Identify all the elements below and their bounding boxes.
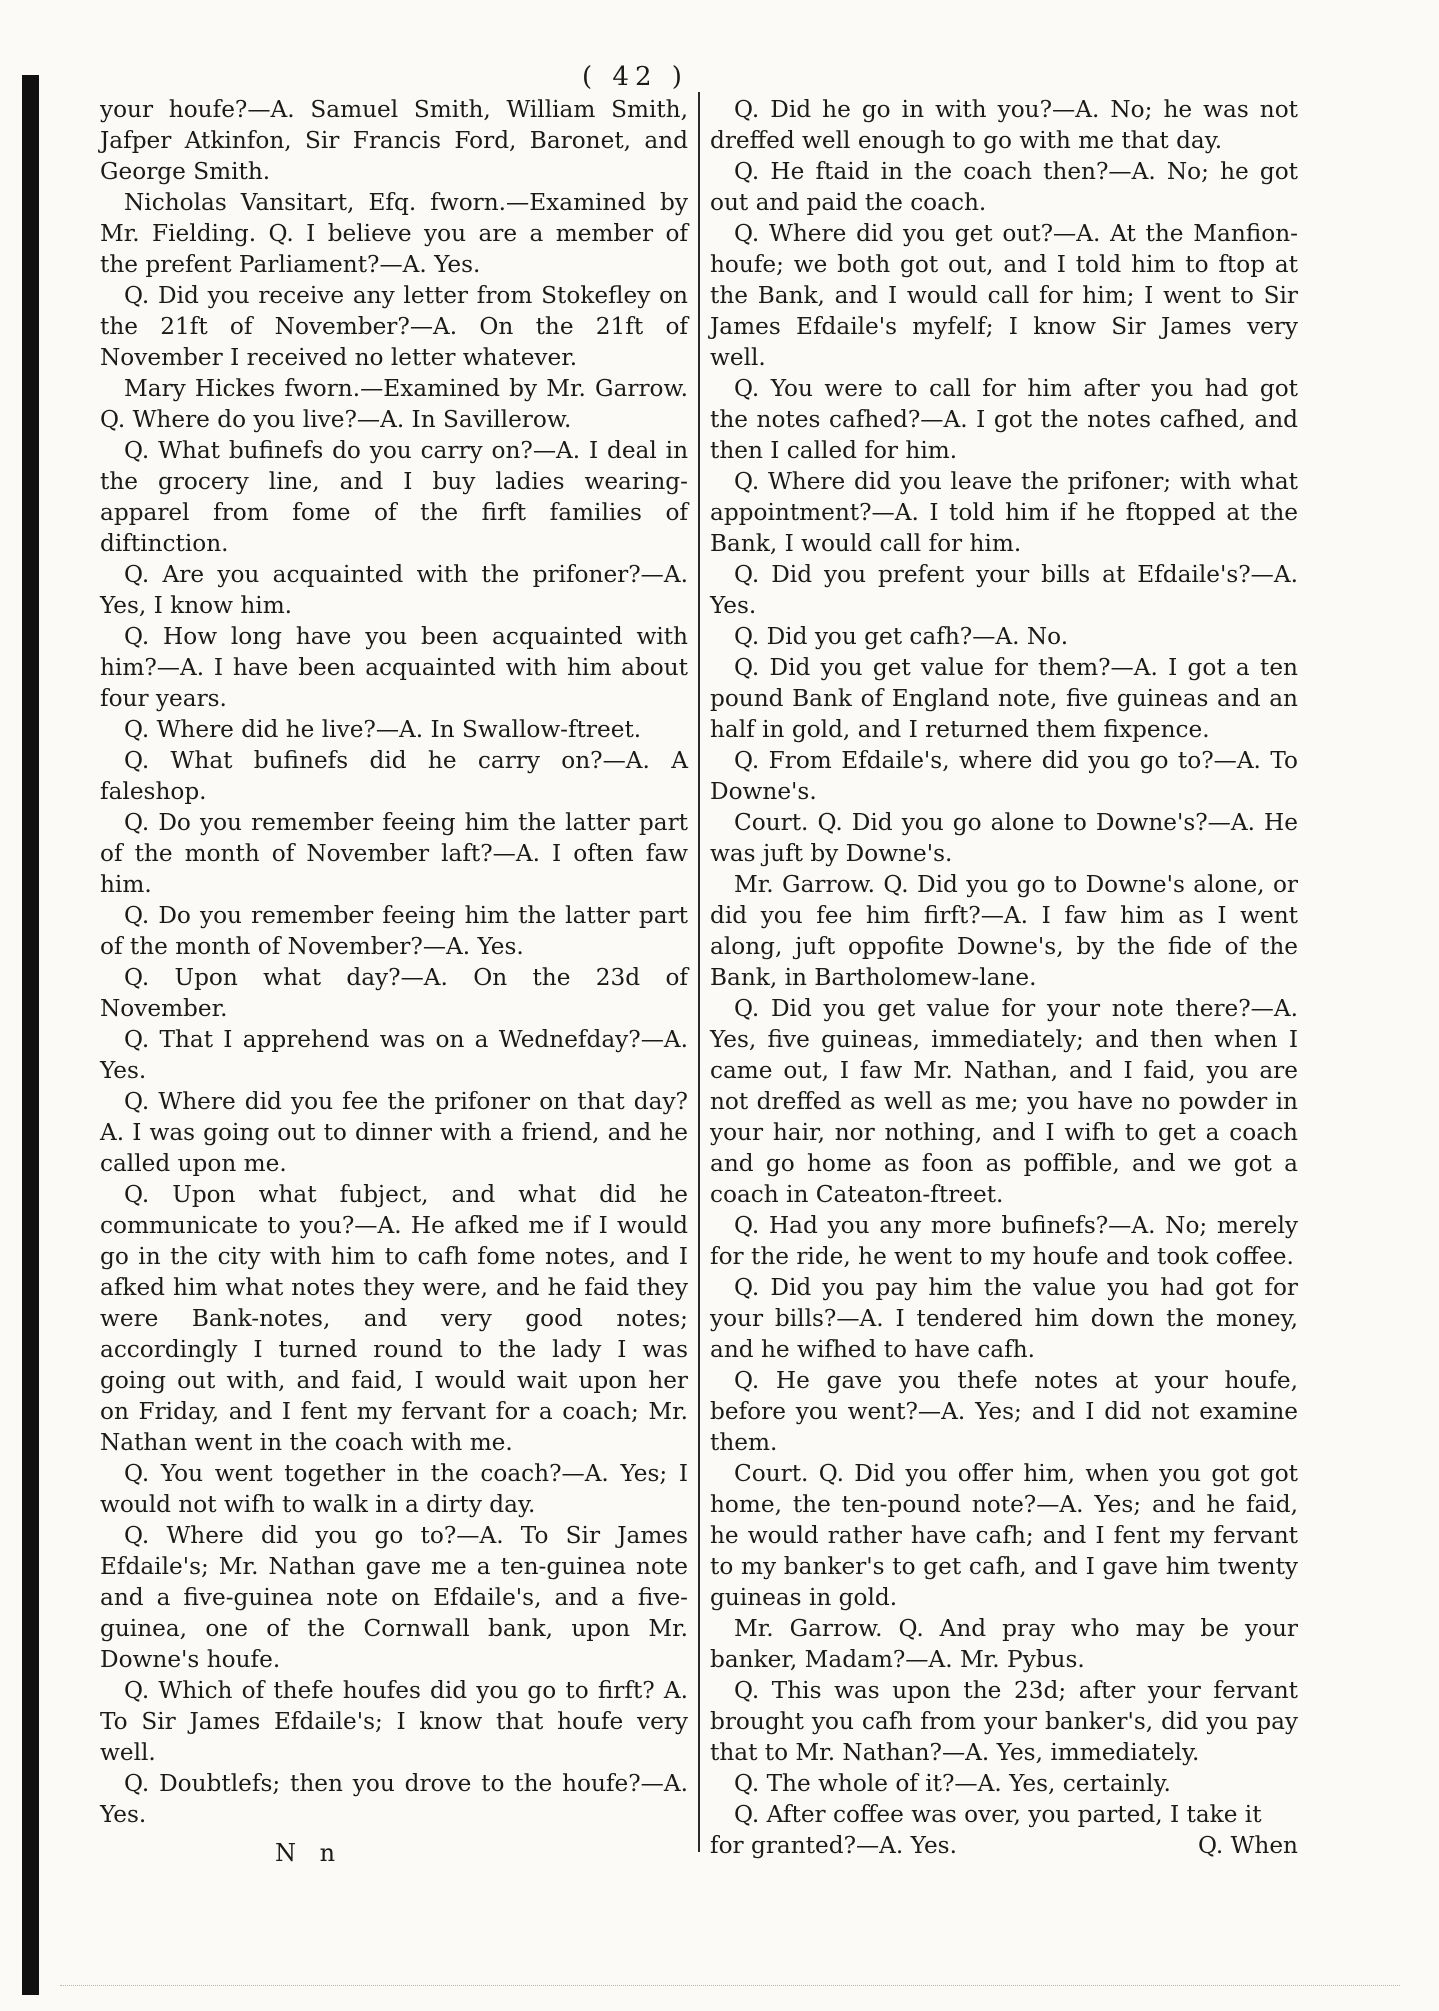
paragraph: Q. Do you remember feeing him the latter part of the month of November laft?—A. I often faw him. <box>100 809 688 898</box>
paragraph: Q. Do you remember feeing him the latter part of the month of November?—A. Yes. <box>100 902 688 960</box>
paragraph: Q. What bufinefs do you carry on?—A. I deal in the grocery line, and I buy ladies wearing-apparel from fome of the firft families of diftinction. <box>100 437 688 557</box>
paragraph: Q. You went together in the coach?—A. Yes; I would not wifh to walk in a dirty day. <box>100 1460 688 1518</box>
paragraph: Nicholas Vansitart, Efq. fworn.—Examined by Mr. Fielding. Q. I believe you are a member of the prefent Parliament?—A. Yes. <box>100 189 688 278</box>
signature-mark: N n <box>275 1839 344 1867</box>
paragraph: Q. That I apprehend was on a Wednefday?—A. Yes. <box>100 1026 688 1084</box>
paragraph: Q. Where did you get out?—A. At the Manfion-houfe; we both got out, and I told him to ftop at the Bank, and I would call for him; I went to Sir James Efdaile's myfelf; I know Sir James very well. <box>710 220 1298 371</box>
right-column <box>710 94 1298 1861</box>
paragraph: Q. Did you receive any letter from Stokefley on the 21ft of November?—A. On the 21ft of November I received no letter whatever. <box>100 282 688 371</box>
paragraph: Q. Doubtlefs; then you drove to the houfe?—A. Yes. <box>100 1770 688 1828</box>
paragraph: Q. Did he go in with you?—A. No; he was not dreffed well enough to go with me that day. <box>710 96 1298 154</box>
paragraph: Court. Q. Did you go alone to Downe's?—A. He was juft by Downe's. <box>710 809 1298 867</box>
paragraph: Q. From Efdaile's, where did you go to?—A. To Downe's. <box>710 747 1298 805</box>
paragraph: Q. Upon what fubject, and what did he communicate to you?—A. He afked me if I would go in the city with him to cafh fome notes, and I afked him what notes they were, and he faid they were Bank-notes, and very good notes; accordingly I turned round to the lady I was going out with, and faid, I would wait upon her on Friday, and I fent my fervant for a coach; Mr. Nathan went in the coach with me. <box>100 1181 688 1456</box>
paragraph: Q. Where did you fee the prifoner on that day? A. I was going out to dinner with a friend, and he called upon me. <box>100 1088 688 1177</box>
paragraph: Q. Are you acquainted with the prifoner?—A. Yes, I know him. <box>100 561 688 619</box>
paragraph: Court. Q. Did you offer him, when you got got home, the ten-pound note?—A. Yes; and he faid, he would rather have cafh; and I fent my fervant to my banker's to get cafh, and I gave him twenty guineas in gold. <box>710 1460 1298 1611</box>
scan-noise <box>60 1985 1400 1988</box>
paragraph: Q. After coffee was over, you parted, I take it for granted?—A. Yes. <box>710 1801 1262 1859</box>
paragraph: Q. Did you pay him the value you had got for your bills?—A. I tendered him down the money, and he wifhed to have cafh. <box>710 1274 1298 1363</box>
paragraph: Q. He ftaid in the coach then?—A. No; he got out and paid the coach. <box>710 158 1298 216</box>
paragraph: Q. How long have you been acquainted with him?—A. I have been acquainted with him about four years. <box>100 623 688 712</box>
last-line <box>710 1799 1298 1861</box>
paragraph: Q. Did you get cafh?—A. No. <box>734 623 1069 650</box>
paragraph: Q. What bufinefs did he carry on?—A. A faleshop. <box>100 747 688 805</box>
paragraph: Q. Where did you leave the prifoner; with what appointment?—A. I told him if he ftopped at the Bank, I would call for him. <box>710 468 1298 557</box>
paragraph: Q. Where did you go to?—A. To Sir James Efdaile's; Mr. Nathan gave me a ten-guinea note and a five-guinea note on Efdaile's, and a five-guinea, one of the Cornwall bank, upon Mr. Downe's houfe. <box>100 1522 688 1673</box>
paragraph: Q. He gave you thefe notes at your houfe, before you went?—A. Yes; and I did not examine them. <box>710 1367 1298 1456</box>
paragraph: Q. Where did he live?—A. In Swallow-ftreet. <box>124 716 642 743</box>
binding-edge <box>22 75 39 1995</box>
paragraph: Q. This was upon the 23d; after your fervant brought you cafh from your banker's, did you pay that to Mr. Nathan?—A. Yes, immediately. <box>710 1677 1298 1766</box>
catchword: Q. When <box>1197 1832 1298 1859</box>
paragraph: Q. Which of thefe houfes did you go to firft? A. To Sir James Efdaile's; I know that houfe very well. <box>100 1677 688 1766</box>
paragraph: Q. Did you get value for them?—A. I got a ten pound Bank of England note, five guineas and an half in gold, and I returned them fixpence. <box>710 654 1298 743</box>
paragraph: Q. Did you prefent your bills at Efdaile's?—A. Yes. <box>710 561 1298 619</box>
paragraph: Q. Upon what day?—A. On the 23d of November. <box>100 964 688 1022</box>
paragraph: Q. The whole of it?—A. Yes, certainly. <box>734 1770 1171 1797</box>
paragraph: your houfe?—A. Samuel Smith, William Smith, Jafper Atkinfon, Sir Francis Ford, Baronet, and George Smith. <box>100 96 688 185</box>
paragraph: Q. Did you get value for your note there?—A. Yes, five guineas, immediately; and then when I came out, I faw Mr. Nathan, and I faid, you are not dreffed as well as me; you have no powder in your hair, nor nothing, and I wifh to get a coach and go home as foon as poffible, and we got a coach in Cateaton-ftreet. <box>710 995 1298 1208</box>
paragraph: Q. Had you any more bufinefs?—A. No; merely for the ride, he went to my houfe and took coffee. <box>710 1212 1298 1270</box>
column-divider <box>698 92 700 1852</box>
left-column <box>100 94 688 1869</box>
paragraph: Mary Hickes fworn.—Examined by Mr. Garrow. Q. Where do you live?—A. In Savillerow. <box>100 375 688 433</box>
paragraph: Q. You were to call for him after you had got the notes cafhed?—A. I got the notes cafhed, and then I called for him. <box>710 375 1298 464</box>
paragraph: Mr. Garrow. Q. Did you go to Downe's alone, or did you fee him firft?—A. I faw him as I went along, juft oppofite Downe's, by the fide of the Bank, in Bartholomew-lane. <box>710 871 1298 991</box>
running-head: ( 42 ) <box>582 62 688 92</box>
paragraph: Mr. Garrow. Q. And pray who may be your banker, Madam?—A. Mr. Pybus. <box>710 1615 1298 1673</box>
